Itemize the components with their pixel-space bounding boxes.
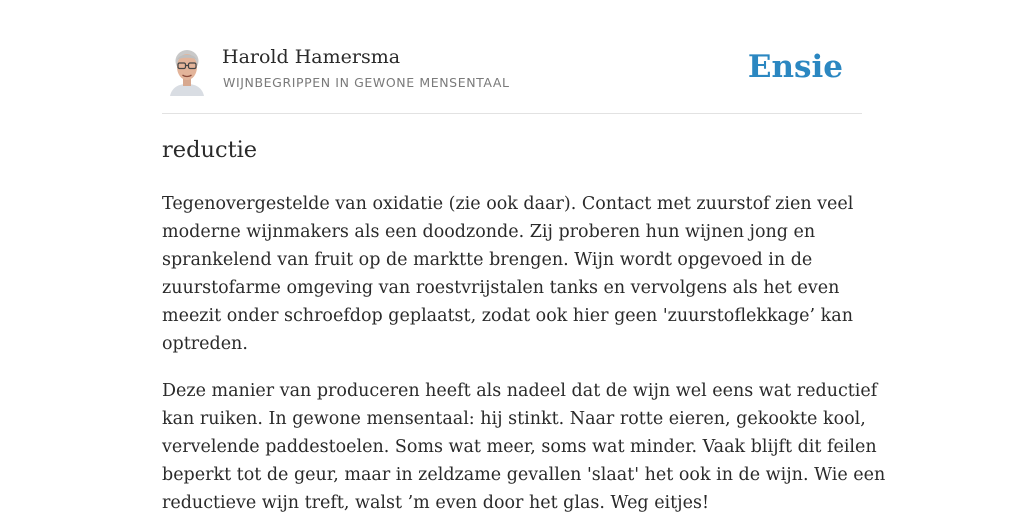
- text-line: optreden.: [162, 334, 248, 354]
- text-line: kan ruiken. In gewone mensentaal: hij stinkt. Naar rotte eieren, gekookte kool,: [162, 409, 866, 429]
- text-line: beperkt tot de geur, maar in zeldzame gevallen 'slaat' het ook in de wijn. Wie een: [162, 465, 886, 485]
- text-line: Tegenovergestelde van oxidatie (zie ook daar). Contact met zuurstof zien veel: [162, 194, 854, 214]
- text-line: zuurstofarme omgeving van roestvrijstalen tanks en vervolgens als het even: [162, 278, 840, 298]
- author-tagline: WIJNBEGRIPPEN IN GEWONE MENSENTAAL: [223, 75, 510, 90]
- author-avatar[interactable]: [166, 46, 208, 96]
- text-line: moderne wijnmakers als een doodzonde. Zij proberen hun wijnen jong en: [162, 222, 816, 242]
- text-line: Deze manier van produceren heeft als nadeel dat de wijn wel eens wat reductief: [162, 381, 878, 401]
- definition-body: [162, 190, 886, 512]
- text-line: reductieve wijn treft, walst ’m even door het glas. Weg eitjes!: [162, 493, 709, 512]
- text-line: vervelende paddestoelen. Soms wat meer, soms wat minder. Vaak blijft dit feilen: [162, 437, 877, 457]
- ensie-logo[interactable]: Ensie: [747, 49, 843, 85]
- author-header: [162, 40, 862, 114]
- text-line: sprankelend van fruit op de marktte brengen. Wijn wordt opgevoed in de: [162, 250, 813, 270]
- definition-paragraph: [162, 377, 886, 512]
- definition-paragraph: [162, 190, 864, 358]
- author-portrait-icon: [166, 46, 208, 96]
- term-title: reductie: [162, 137, 258, 163]
- author-name[interactable]: Harold Hamersma: [222, 46, 401, 68]
- text-line: meezit onder schroefdop geplaatst, zodat ook hier geen 'zuurstoflekkage’ kan: [162, 306, 853, 326]
